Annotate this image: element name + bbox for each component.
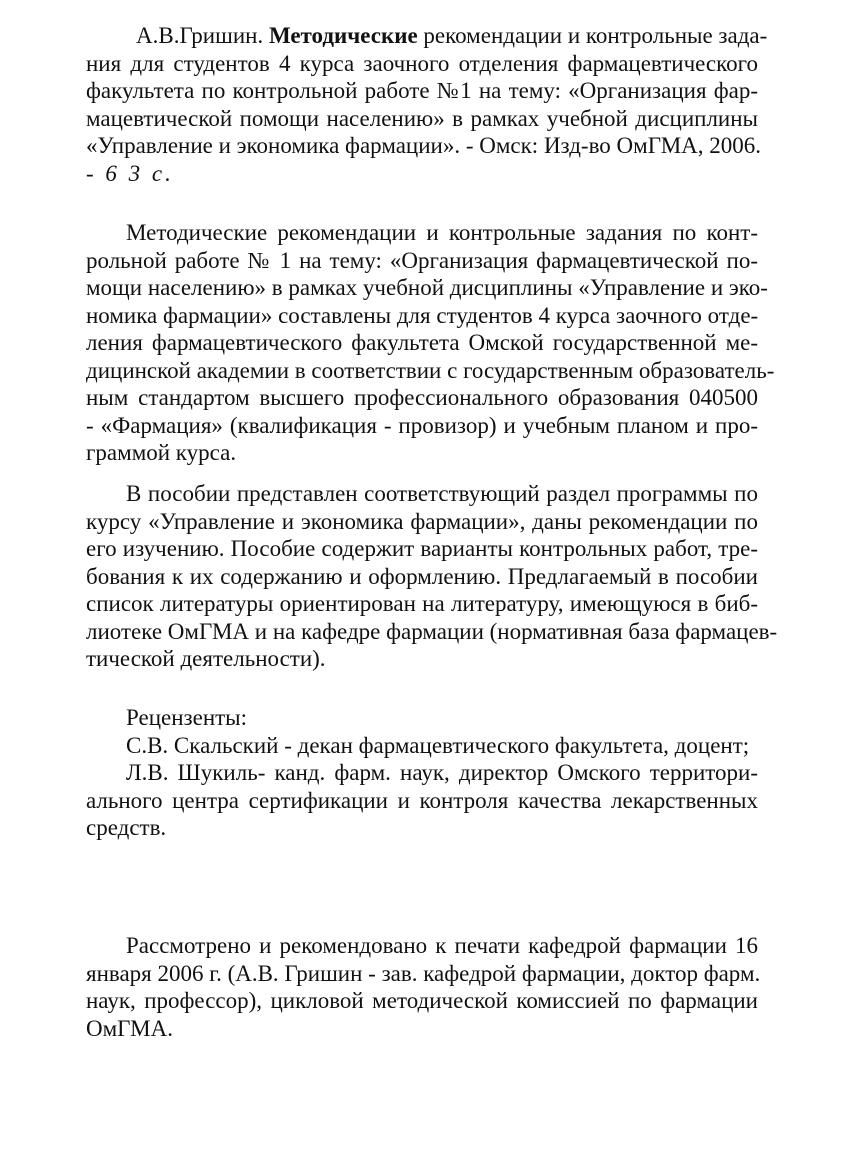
bibliographic-line-3: факультета по контрольной работе №1 на тему: «Организация фар- <box>86 78 758 103</box>
page-count: - 6 3 с. <box>86 160 174 186</box>
paragraph-line: Методические рекомендации и контрольные задания по конт- <box>126 220 758 245</box>
reviewer-2-line: ального центра сертификации и контроля качества лекарственных <box>86 787 758 813</box>
abstract-paragraph-1 <box>86 219 775 467</box>
reviewer-2-line: средств. <box>86 815 167 840</box>
paragraph-line: - «Фармация» (квалификация - провизор) и учебным планом и про- <box>86 412 758 438</box>
paragraph-line: номика фармации» составлены для студентов 4 курса заочного отде- <box>86 302 759 328</box>
approval-line: Рассмотрено и рекомендовано к печати кафедрой фармации 16 <box>126 933 758 958</box>
paragraph-line: граммой курса. <box>86 440 237 465</box>
abstract-paragraph-2 <box>86 480 778 673</box>
approval-line: наук, профессор), цикловой методической комиссией по фармации <box>86 988 758 1013</box>
paragraph-line: курсу «Управление и экономика фармации», даны рекомендации по <box>86 508 758 534</box>
bibliographic-line-4: мацевтической помощи населению» в рамках учебной дисциплины <box>86 105 758 131</box>
reviewers-section <box>86 704 758 842</box>
paragraph-line: рольной работе № 1 на тему: «Организация фармацевтической по- <box>86 247 758 273</box>
approval-line: ОмГМА. <box>86 1015 173 1041</box>
bibliographic-description <box>86 22 768 187</box>
author-name: А.В.Гришин. <box>136 23 264 48</box>
reviewer-1: С.В. Скальский - декан фармацевтического факультета, доцент; <box>126 732 750 758</box>
paragraph-line: его изучению. Пособие содержит варианты контрольных работ, тре- <box>86 536 758 561</box>
paragraph-line: В пособии представлен соответствующий раздел программы по <box>126 481 758 506</box>
paragraph-line: бования к их содержанию и оформлению. Предлагаемый в пособии <box>86 563 758 589</box>
approval-note <box>86 932 761 1042</box>
paragraph-line: мощи населению» в рамках учебной дисциплины «Управление и эко- <box>86 275 768 300</box>
reviewer-2-line: Л.В. Шукиль- канд. фарм. наук, директор Омского территори- <box>126 760 758 785</box>
bibliographic-line-2: ния для студентов 4 курса заочного отделения фармацевтического <box>86 50 758 76</box>
title-bold-word: Методические <box>268 23 418 48</box>
paragraph-line: лиотеке ОмГМА и на кафедре фармации (нормативная база фармацев- <box>86 618 778 644</box>
title-rest: рекомендации и контрольные зада- <box>423 23 768 48</box>
reviewers-heading: Рецензенты: <box>126 705 248 730</box>
paragraph-line: список литературы ориентирован на литературу, имеющуюся в биб- <box>86 591 758 616</box>
bibliographic-line-1 <box>86 22 768 50</box>
approval-line: января 2006 г. (А.В. Гришин - зав. кафедрой фармации, доктор фарм. <box>86 960 761 986</box>
paragraph-line: ления фармацевтического факультета Омской государственной ме- <box>86 330 758 355</box>
paragraph-line: ным стандартом высшего профессионального образования 040500 <box>86 385 758 410</box>
bibliographic-line-5: «Управление и экономика фармации». - Омск: Изд-во ОмГМА, 2006. <box>86 133 762 158</box>
paragraph-line: тической деятельности). <box>86 646 326 671</box>
paragraph-line: дицинской академии в соответствии с государственным образователь- <box>86 357 775 383</box>
